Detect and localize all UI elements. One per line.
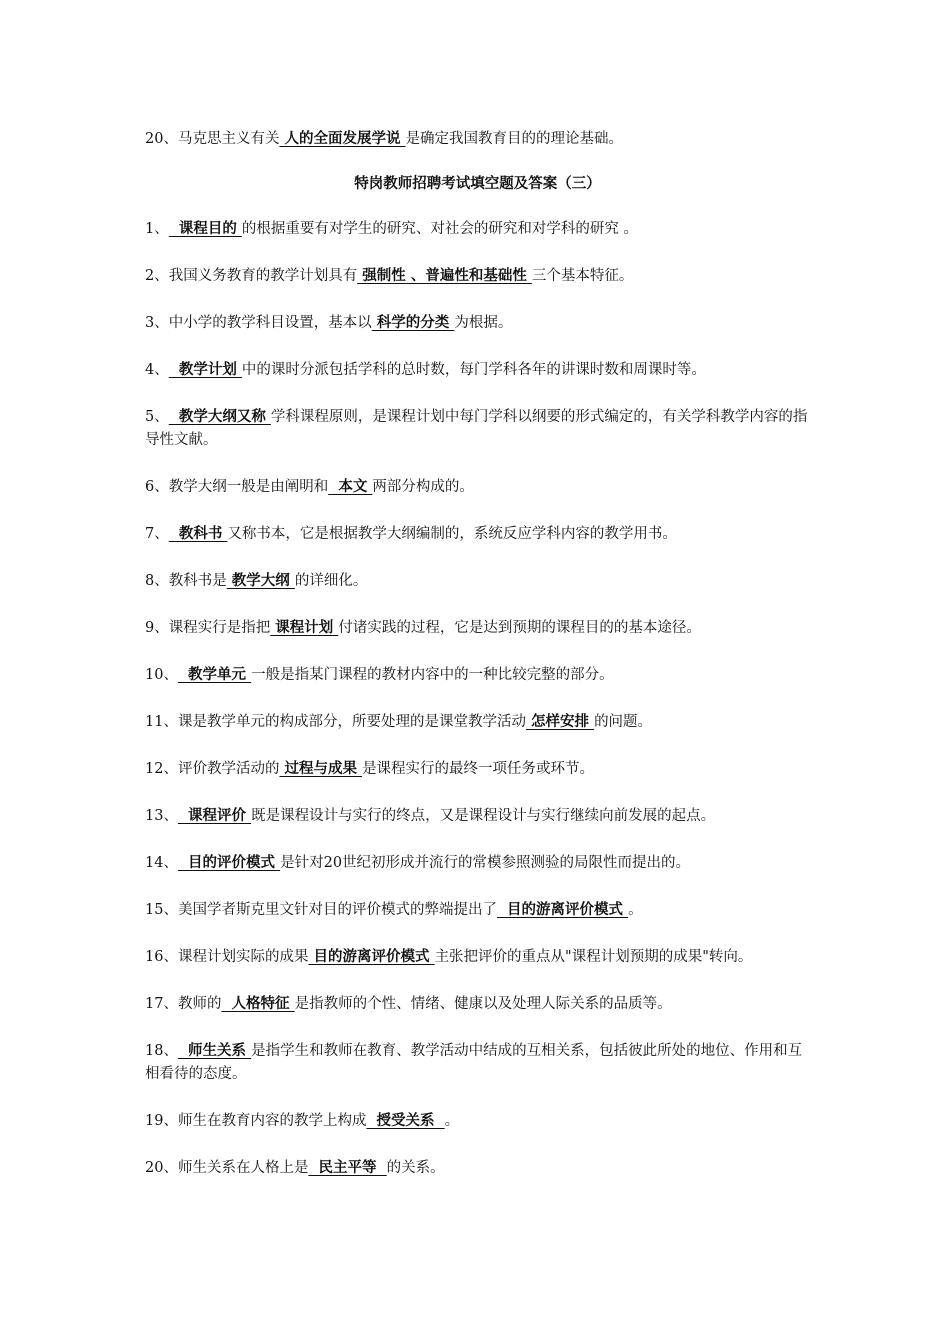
intro-answer: 人的全面发展学说 xyxy=(279,131,406,147)
question-text-end: 中的课时分派包括学科的总时数，每门学科各年的讲课时数和周课时等。 xyxy=(241,362,706,378)
question-text-end: 是课程实行的最终一项任务或环节。 xyxy=(362,761,595,777)
question-text: 2、我国义务教育的教学计划具有 xyxy=(145,268,358,284)
answer-text: 目的游离评价模式 xyxy=(496,902,629,918)
question-text-end: 一般是指某门课程的教材内容中的一种比较完整的部分。 xyxy=(251,667,614,683)
question-line xyxy=(145,946,810,969)
question-text: 11、课是教学单元的构成部分，所要处理的是课堂教学活动 xyxy=(145,714,526,730)
question-line xyxy=(145,476,810,499)
question-line xyxy=(145,265,810,288)
answer-text: 教学大纲又称 xyxy=(168,409,271,425)
question-line xyxy=(145,1157,810,1180)
question-text-end: 的根据重要有对学生的研究、对社会的研究和对学科的研究 。 xyxy=(241,221,638,237)
answer-text: 师生关系 xyxy=(177,1043,252,1059)
answer-text: 教科书 xyxy=(168,526,228,542)
question-text-end: 。 xyxy=(444,1113,460,1129)
document-page xyxy=(145,128,810,1204)
question-text: 18、 xyxy=(145,1043,178,1059)
answer-text: 怎样安排 xyxy=(525,714,595,730)
question-line xyxy=(145,993,810,1016)
question-text-end: 是针对20世纪初形成并流行的常模参照测验的局限性而提出的。 xyxy=(280,855,691,871)
section-title: 特岗教师招聘考试填空题及答案（三） xyxy=(354,176,601,192)
question-text: 16、课程计划实际的成果 xyxy=(145,949,309,965)
answer-text: 本文 xyxy=(328,479,373,495)
question-text: 8、教科书是 xyxy=(145,573,227,589)
answer-text: 课程计划 xyxy=(270,620,339,636)
question-text-end: 三个基本特征。 xyxy=(531,268,634,284)
answer-text: 人格特征 xyxy=(221,996,295,1012)
question-line xyxy=(145,406,810,452)
question-line xyxy=(145,852,810,875)
answer-text: 过程与成果 xyxy=(279,761,363,777)
question-text-end: 付诸实践的过程，它是达到预期的课程目的的基本途径。 xyxy=(338,620,701,636)
question-text-end: 是指教师的个性、情绪、健康以及处理人际关系的品质等。 xyxy=(294,996,672,1012)
question-line xyxy=(145,758,810,781)
question-text: 19、师生在教育内容的教学上构成 xyxy=(145,1113,367,1129)
question-line xyxy=(145,805,810,828)
question-text: 12、评价教学活动的 xyxy=(145,761,280,777)
intro-text: 20、马克思主义有关 xyxy=(145,131,280,147)
answer-text: 教学计划 xyxy=(168,362,242,378)
question-list xyxy=(145,218,810,1180)
answer-text: 教学大纲 xyxy=(226,573,295,589)
question-line xyxy=(145,899,810,922)
question-line xyxy=(145,617,810,640)
question-text: 13、 xyxy=(145,808,178,824)
question-line xyxy=(145,570,810,593)
question-text: 20、师生关系在人格上是 xyxy=(145,1160,309,1176)
question-line xyxy=(145,218,810,241)
question-text: 15、美国学者斯克里文针对目的评价模式的弊端提出了 xyxy=(145,902,497,918)
answer-text: 课程评价 xyxy=(177,808,252,824)
question-text: 5、 xyxy=(145,409,169,425)
question-text: 9、课程实行是指把 xyxy=(145,620,271,636)
question-text: 6、教学大纲一般是由阐明和 xyxy=(145,479,329,495)
question-text-end: 两部分构成的。 xyxy=(372,479,474,495)
question-text-end: 的问题。 xyxy=(594,714,653,730)
question-text-end: 的关系。 xyxy=(386,1160,445,1176)
question-text-end: 。 xyxy=(628,902,643,918)
question-text-end: 学科课程原则，是课程计划中每门学科以纲要的形式编定的，有关学科教学内容的指导性文献。 xyxy=(145,409,808,448)
question-text-end: 既是课程设计与实行的终点，又是课程设计与实行继续向前发展的起点。 xyxy=(251,808,716,824)
answer-text: 目的游离评价模式 xyxy=(308,949,435,965)
intro-line xyxy=(145,128,810,151)
question-text: 14、 xyxy=(145,855,178,871)
question-text-end: 为根据。 xyxy=(454,315,513,331)
question-text: 10、 xyxy=(145,667,178,683)
question-text-end: 又称书本，它是根据教学大纲编制的，系统反应学科内容的教学用书。 xyxy=(227,526,677,542)
question-line xyxy=(145,359,810,382)
question-text: 7、 xyxy=(145,526,169,542)
question-line xyxy=(145,1040,810,1086)
intro-text-end: 是确定我国教育目的的理论基础。 xyxy=(405,131,624,147)
answer-text: 强制性 、普遍性和基础性 xyxy=(357,268,532,284)
answer-text: 教学单元 xyxy=(177,667,252,683)
answer-text: 课程目的 xyxy=(168,221,242,237)
answer-text: 民主平等 xyxy=(308,1160,387,1176)
question-text-end: 的详细化。 xyxy=(294,573,368,589)
question-line xyxy=(145,523,810,546)
question-line xyxy=(145,711,810,734)
answer-text: 目的评价模式 xyxy=(177,855,281,871)
question-text: 17、教师的 xyxy=(145,996,222,1012)
question-text: 1、 xyxy=(145,221,169,237)
question-text-end: 主张把评价的重点从"课程计划预期的成果"转向。 xyxy=(434,949,753,965)
question-text: 4、 xyxy=(145,362,169,378)
question-line xyxy=(145,312,810,335)
question-text: 3、中小学的教学科目设置，基本以 xyxy=(145,315,372,331)
question-text-end: 是指学生和教师在教育、教学活动中结成的互相关系，包括彼此所处的地位、作用和互相看待的态度。 xyxy=(145,1043,803,1082)
answer-text: 科学的分类 xyxy=(371,315,455,331)
question-line xyxy=(145,664,810,687)
answer-text: 授受关系 xyxy=(366,1113,445,1129)
question-line xyxy=(145,1110,810,1133)
